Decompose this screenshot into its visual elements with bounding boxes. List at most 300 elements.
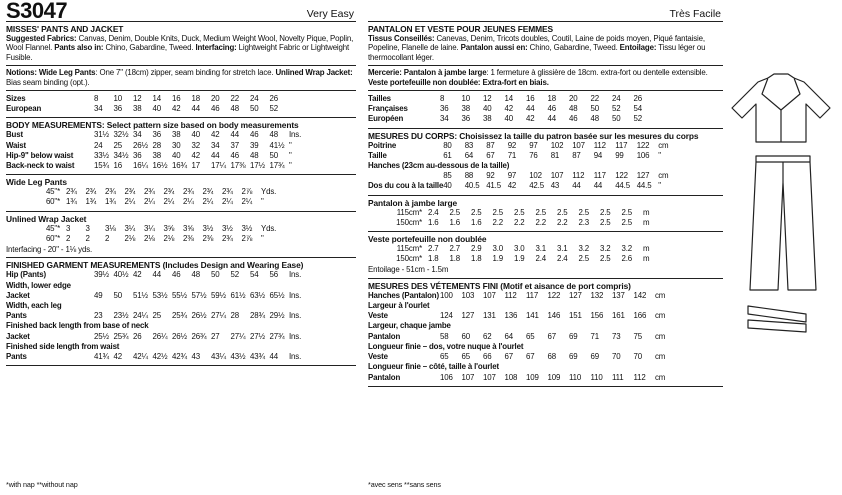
jacket-sketch-icon bbox=[728, 70, 834, 150]
table-cell: 52 bbox=[612, 104, 621, 114]
table-cell: 1.8 bbox=[471, 254, 482, 264]
table-cell: 63½ bbox=[250, 290, 265, 300]
table-cell: 2⅛ bbox=[163, 233, 175, 243]
table-cell: 2.5 bbox=[471, 207, 482, 217]
table-cell: 23½ bbox=[113, 311, 129, 321]
table-cell: 60 bbox=[461, 331, 470, 341]
table-cell: 2.3 bbox=[578, 217, 590, 227]
table-cell: 2.5 bbox=[621, 217, 633, 227]
table-cell: 2.2 bbox=[557, 217, 568, 227]
row-label: 45"* bbox=[45, 223, 60, 233]
table-row bbox=[368, 171, 668, 181]
table-cell: 2¼ bbox=[144, 197, 155, 207]
table-cell: 26¾ bbox=[191, 331, 207, 341]
table-cell: 73 bbox=[612, 331, 621, 341]
unit-cell: Ins. bbox=[289, 290, 302, 300]
unlined-jacket-table bbox=[6, 224, 276, 244]
table-cell: 2¼ bbox=[202, 197, 214, 207]
table-cell: 68 bbox=[547, 352, 556, 362]
table-cell: 46 bbox=[172, 270, 181, 280]
unit-cell: Ins. bbox=[289, 331, 302, 341]
row-label: 115cm* bbox=[396, 207, 422, 217]
unit-cell: " bbox=[289, 140, 292, 150]
table-cell: 31½ bbox=[94, 130, 109, 140]
row-label: 45"* bbox=[45, 187, 60, 197]
table-cell: 106 bbox=[636, 150, 650, 160]
table-cell: 112 bbox=[504, 290, 517, 300]
table-cell: 3 bbox=[66, 223, 71, 233]
row-label: Pantalon bbox=[368, 372, 401, 382]
table-cell: 42 bbox=[133, 270, 142, 280]
table-cell: 38 bbox=[172, 130, 181, 140]
table-cell: 2.7 bbox=[428, 244, 439, 254]
table-cell: 36 bbox=[152, 130, 161, 140]
row-label bbox=[368, 171, 443, 181]
finished-title: FINISHED GARMENT MEASUREMENTS (Includes Design and Wearing Ease) bbox=[6, 260, 304, 271]
table-cell: 87 bbox=[486, 140, 495, 150]
table-cell: 26 bbox=[133, 331, 142, 341]
table-row bbox=[6, 187, 276, 197]
table-cell: 65 bbox=[461, 352, 470, 362]
table-cell: 28¾ bbox=[250, 311, 265, 321]
table-cell: 146 bbox=[547, 311, 561, 321]
unit-cell: cm bbox=[658, 140, 669, 150]
table-cell: 8 bbox=[94, 94, 99, 104]
table-row bbox=[6, 197, 276, 207]
table-cell: 127 bbox=[636, 171, 650, 181]
table-cell: 1.9 bbox=[514, 254, 525, 264]
table-cell: 3.2 bbox=[600, 244, 611, 254]
table-cell: 66 bbox=[483, 352, 492, 362]
row-label: 60"* bbox=[45, 197, 60, 207]
table-row bbox=[6, 352, 301, 362]
table-cell: 50 bbox=[113, 290, 122, 300]
table-cell: 44 bbox=[230, 130, 239, 140]
wide-leg-table-fr bbox=[368, 208, 649, 228]
table-cell: 46 bbox=[230, 150, 239, 160]
table-cell: 10 bbox=[113, 94, 122, 104]
table-cell: 81 bbox=[550, 150, 560, 160]
table-cell: 64 bbox=[504, 331, 513, 341]
table-cell: 58 bbox=[440, 331, 449, 341]
row-label: Jacket bbox=[6, 331, 30, 341]
table-cell: 17⅜ bbox=[230, 161, 246, 171]
table-cell: 44.5 bbox=[615, 181, 630, 191]
table-cell: 59½ bbox=[211, 290, 226, 300]
table-cell: 3.2 bbox=[578, 244, 590, 254]
table-cell: 29½ bbox=[269, 311, 285, 321]
table-row bbox=[368, 332, 665, 342]
row-label: Sizes bbox=[6, 94, 26, 104]
table-cell: 3⅝ bbox=[183, 223, 194, 233]
table-row bbox=[368, 352, 665, 362]
table-cell: 2⅜ bbox=[202, 233, 214, 243]
table-cell: 27¼ bbox=[230, 331, 246, 341]
table-cell: 156 bbox=[590, 311, 604, 321]
body-measurements-title: BODY MEASUREMENTS: Select pattern size based on body measurements bbox=[6, 120, 299, 131]
table-cell: 24 bbox=[612, 94, 621, 104]
table-cell: 122 bbox=[615, 171, 628, 181]
row-label: Taille bbox=[368, 150, 387, 160]
unlined-jacket-table-fr bbox=[368, 244, 649, 264]
table-row bbox=[6, 301, 301, 311]
table-cell: 2⅞ bbox=[241, 187, 253, 197]
table-cell: 1¾ bbox=[85, 197, 97, 207]
unit-cell: " bbox=[658, 150, 661, 160]
wide-leg-title-fr: Pantalon à jambe large bbox=[368, 197, 458, 208]
table-row bbox=[368, 254, 649, 264]
table-cell: 111 bbox=[612, 372, 624, 382]
table-row bbox=[368, 94, 655, 104]
table-row bbox=[6, 281, 301, 291]
table-cell: 2.4 bbox=[557, 254, 568, 264]
table-row bbox=[6, 130, 301, 140]
table-cell: 112 bbox=[633, 372, 646, 382]
table-cell: 48 bbox=[269, 130, 278, 140]
table-cell: 3.0 bbox=[492, 244, 504, 254]
table-cell: 2¼ bbox=[222, 197, 233, 207]
table-cell: 107 bbox=[483, 290, 496, 300]
table-cell: 2⅛ bbox=[124, 233, 136, 243]
notions-paragraph: Notions: Wide Leg Pants: One 7" (18cm) zipper, seam binding for stretch lace. Unlined Wrap Jacket: Bias seam binding (opt.). bbox=[6, 68, 353, 87]
table-cell: 34½ bbox=[113, 150, 129, 160]
table-cell: 50 bbox=[211, 270, 220, 280]
table-row bbox=[368, 311, 665, 321]
table-cell: 42½ bbox=[152, 352, 168, 362]
row-label: Hip-9" below waist bbox=[6, 150, 74, 160]
table-cell: 69 bbox=[590, 352, 599, 362]
table-cell: 52 bbox=[269, 104, 278, 114]
table-cell: 2.5 bbox=[514, 207, 525, 217]
table-cell: 26¼ bbox=[152, 331, 168, 341]
table-cell: 122 bbox=[636, 140, 650, 150]
table-cell: 1.9 bbox=[492, 254, 504, 264]
table-cell: 27¼ bbox=[211, 311, 226, 321]
table-cell: 54 bbox=[250, 270, 259, 280]
table-cell: 100 bbox=[440, 290, 453, 300]
table-cell: 40 bbox=[172, 150, 181, 160]
table-cell: 2 bbox=[85, 233, 90, 243]
table-cell: 2⅞ bbox=[241, 233, 253, 243]
table-cell: 3.0 bbox=[514, 244, 525, 254]
table-cell: 43¼ bbox=[211, 352, 226, 362]
table-cell: 65 bbox=[440, 352, 449, 362]
table-row bbox=[6, 321, 301, 331]
table-cell: 110 bbox=[590, 372, 603, 382]
table-cell: 26 bbox=[633, 94, 642, 104]
interfacing-line-fr: Entoilage - 51cm - 1.5m bbox=[368, 265, 449, 275]
row-label: Pants bbox=[6, 352, 27, 362]
body-measurements-table-fr bbox=[368, 141, 668, 192]
table-cell: 40 bbox=[152, 104, 161, 114]
table-cell: 34 bbox=[94, 104, 103, 114]
table-cell: 161 bbox=[612, 311, 625, 321]
table-cell: 37 bbox=[230, 140, 239, 150]
table-cell: 42¼ bbox=[133, 352, 148, 362]
table-cell: 52 bbox=[633, 114, 642, 124]
pants-sketch-icon bbox=[748, 152, 818, 294]
wide-leg-table bbox=[6, 187, 276, 207]
table-cell: 16¼ bbox=[133, 161, 148, 171]
unit-cell: cm bbox=[655, 311, 666, 321]
table-cell: 127 bbox=[569, 290, 582, 300]
table-cell: 65 bbox=[526, 331, 535, 341]
table-cell: 2¼ bbox=[163, 197, 175, 207]
table-cell: 2.4 bbox=[428, 207, 439, 217]
table-cell: 107 bbox=[461, 372, 475, 382]
table-cell: 42 bbox=[526, 114, 535, 124]
table-cell: 44 bbox=[547, 114, 556, 124]
row-label: Tailles bbox=[368, 94, 391, 104]
table-cell: 48 bbox=[230, 104, 239, 114]
table-cell: 2.2 bbox=[535, 217, 547, 227]
table-cell: 2¼ bbox=[124, 197, 136, 207]
row-label: Pants bbox=[6, 311, 27, 321]
table-row bbox=[368, 218, 649, 228]
table-cell: 51½ bbox=[133, 290, 148, 300]
table-row bbox=[368, 151, 668, 161]
table-row bbox=[6, 151, 301, 161]
table-cell: 16 bbox=[172, 94, 181, 104]
table-cell: 2¼ bbox=[183, 197, 194, 207]
unit-cell: " bbox=[289, 161, 292, 171]
table-cell: 38 bbox=[133, 104, 142, 114]
table-cell: 107 bbox=[550, 171, 564, 181]
unit-cell: cm bbox=[655, 372, 666, 382]
table-cell: 2⅛ bbox=[144, 233, 155, 243]
row-label: Veste bbox=[368, 352, 388, 362]
table-cell: 27 bbox=[211, 331, 220, 341]
row-label: Jacket bbox=[6, 290, 30, 300]
table-cell: 48 bbox=[590, 114, 599, 124]
table-cell: 2¾ bbox=[163, 187, 175, 197]
table-cell: 36 bbox=[113, 104, 122, 114]
table-cell: 41.5 bbox=[486, 181, 501, 191]
unit-cell: cm bbox=[655, 352, 666, 362]
table-cell: 42 bbox=[113, 352, 122, 362]
table-cell: 2 bbox=[66, 233, 71, 243]
table-cell: 46 bbox=[250, 130, 259, 140]
table-cell: 40 bbox=[483, 104, 492, 114]
table-cell: 75 bbox=[633, 331, 642, 341]
table-cell: 102 bbox=[550, 140, 564, 150]
table-cell: 34 bbox=[440, 114, 449, 124]
finished-table-fr bbox=[368, 291, 665, 383]
unit-cell: Ins. bbox=[289, 130, 302, 140]
table-cell: 2.2 bbox=[492, 217, 504, 227]
table-cell: 17½ bbox=[250, 161, 265, 171]
table-cell: 107 bbox=[572, 140, 585, 150]
sizes-table bbox=[6, 94, 289, 114]
table-cell: 61½ bbox=[230, 290, 246, 300]
table-cell: 94 bbox=[593, 150, 603, 160]
table-cell: 3 bbox=[85, 223, 90, 233]
table-cell: 48 bbox=[569, 104, 578, 114]
table-cell: 2.5 bbox=[600, 207, 611, 217]
table-cell: 44 bbox=[191, 104, 200, 114]
table-cell: 34 bbox=[211, 140, 220, 150]
table-cell: 67 bbox=[486, 150, 495, 160]
table-cell: 71 bbox=[590, 331, 599, 341]
table-cell: 3⅝ bbox=[163, 223, 175, 233]
table-cell: 2⅜ bbox=[183, 233, 194, 243]
unit-cell: " bbox=[261, 197, 264, 207]
table-cell: 48 bbox=[191, 270, 200, 280]
table-cell: 22 bbox=[230, 94, 239, 104]
belt-sketch-icon bbox=[744, 302, 810, 336]
french-footnote: *avec sens **sans sens bbox=[368, 480, 441, 489]
row-label: European bbox=[6, 104, 42, 114]
wide-leg-title: Wide Leg Pants bbox=[6, 177, 67, 188]
row-label: Hanches (23cm au-dessous de la taille) bbox=[368, 161, 510, 171]
table-cell: 3⅛ bbox=[105, 223, 116, 233]
table-cell: 50 bbox=[269, 150, 278, 160]
table-cell: 70 bbox=[612, 352, 621, 362]
table-cell: 44 bbox=[593, 181, 603, 191]
table-cell: 46 bbox=[569, 114, 578, 124]
table-cell: 83 bbox=[464, 140, 474, 150]
row-label: Waist bbox=[6, 140, 27, 150]
row-label: Finished back length from base of neck bbox=[6, 321, 149, 331]
table-cell: 24¼ bbox=[133, 311, 148, 321]
unit-cell: Ins. bbox=[289, 311, 302, 321]
table-row bbox=[6, 224, 276, 234]
table-row bbox=[6, 234, 276, 244]
table-cell: 117 bbox=[526, 290, 539, 300]
table-cell: 108 bbox=[504, 372, 518, 382]
table-cell: 42.5 bbox=[529, 181, 544, 191]
table-cell: 117 bbox=[593, 171, 606, 181]
table-cell: 3.2 bbox=[621, 244, 633, 254]
row-label: Pantalon bbox=[368, 331, 401, 341]
fabrics-paragraph-fr: Tissus Conseillés: Canevas, Denim, Tricots doubles, Coutil, Laine de poids moyen, Piqué fantaisie, Popeline, Flanelle de laine. Pantalon aussi en: Chino, Gabardine, Tweed. Entoilage: Tissu léger ou thermocollant léger. bbox=[368, 34, 706, 62]
table-cell: 24 bbox=[250, 94, 259, 104]
table-row bbox=[368, 321, 665, 331]
table-cell: 25¾ bbox=[113, 331, 129, 341]
table-cell: 109 bbox=[547, 372, 561, 382]
table-cell: 2.5 bbox=[535, 207, 547, 217]
table-cell: 69 bbox=[569, 331, 578, 341]
table-cell: 20 bbox=[211, 94, 220, 104]
table-row bbox=[368, 244, 649, 254]
row-label: 150cm* bbox=[396, 217, 422, 227]
table-cell: 42 bbox=[507, 181, 517, 191]
section-title: MISSES' PANTS AND JACKET bbox=[6, 24, 124, 34]
table-cell: 1.6 bbox=[428, 217, 439, 227]
table-cell: 12 bbox=[133, 94, 142, 104]
table-cell: 65½ bbox=[269, 290, 285, 300]
table-cell: 40½ bbox=[113, 270, 129, 280]
table-row bbox=[368, 141, 668, 151]
table-cell: 2¾ bbox=[144, 187, 155, 197]
table-cell: 28 bbox=[152, 140, 161, 150]
table-cell: 2¾ bbox=[124, 187, 136, 197]
row-label: Veste bbox=[368, 311, 388, 321]
table-cell: 40 bbox=[191, 130, 200, 140]
table-row bbox=[368, 161, 668, 171]
table-cell: 42 bbox=[211, 130, 220, 140]
table-row bbox=[368, 208, 649, 218]
row-label: Hip (Pants) bbox=[6, 270, 46, 280]
table-cell: 102 bbox=[529, 171, 542, 181]
notions-paragraph-fr: Mercerie: Pantalon à jambe large: 1 fermeture à glissière de 18cm. extra-fort ou dentelle extensible. Veste portefeuille non doublée: Extra-fort en biais. bbox=[368, 68, 708, 87]
unit-cell: m bbox=[643, 207, 650, 217]
table-cell: 44 bbox=[572, 181, 581, 191]
table-cell: 132 bbox=[590, 290, 604, 300]
table-cell: 2.5 bbox=[600, 254, 611, 264]
table-cell: 92 bbox=[486, 171, 495, 181]
table-cell: 127 bbox=[461, 311, 475, 321]
difficulty-level: Very Easy bbox=[306, 8, 354, 20]
row-label: Largeur à l'ourlet bbox=[368, 301, 430, 311]
table-cell: 2.6 bbox=[621, 254, 633, 264]
table-row bbox=[368, 342, 665, 352]
table-cell: 44 bbox=[152, 270, 161, 280]
table-cell: 38 bbox=[461, 104, 470, 114]
table-cell: 2¾ bbox=[66, 187, 77, 197]
table-cell: 1.8 bbox=[449, 254, 461, 264]
table-cell: 33½ bbox=[94, 150, 109, 160]
table-cell: 39½ bbox=[94, 270, 109, 280]
row-label: Width, each leg bbox=[6, 301, 62, 311]
table-cell: 3½ bbox=[241, 223, 253, 233]
row-label: Françaises bbox=[368, 104, 408, 114]
table-cell: 26 bbox=[269, 94, 278, 104]
row-label: Longueur finie – dos, votre nuque à l'ourlet bbox=[368, 341, 524, 351]
unit-cell: " bbox=[658, 181, 661, 191]
table-cell: 2.5 bbox=[578, 254, 590, 264]
table-row bbox=[368, 114, 655, 124]
table-cell: 42 bbox=[504, 104, 513, 114]
table-row bbox=[6, 332, 301, 342]
table-cell: 64 bbox=[464, 150, 474, 160]
english-header bbox=[6, 0, 356, 22]
table-cell: 112 bbox=[572, 171, 585, 181]
row-label: Longueur finie – côté, taille à l'ourlet bbox=[368, 362, 499, 372]
table-cell: 38 bbox=[152, 150, 161, 160]
table-row bbox=[368, 104, 655, 114]
table-cell: 57½ bbox=[191, 290, 207, 300]
table-cell: 53½ bbox=[152, 290, 168, 300]
table-cell: 1.6 bbox=[471, 217, 482, 227]
unit-cell: " bbox=[289, 150, 292, 160]
table-cell: 43 bbox=[550, 181, 560, 191]
table-cell: 2¼ bbox=[241, 197, 253, 207]
table-cell: 25 bbox=[152, 311, 161, 321]
table-cell: 49 bbox=[94, 290, 103, 300]
row-label: Bust bbox=[6, 130, 23, 140]
table-cell: 3.1 bbox=[557, 244, 568, 254]
row-label: Dos du cou à la taille bbox=[368, 181, 444, 191]
table-row bbox=[368, 362, 665, 372]
table-cell: 2.2 bbox=[514, 217, 525, 227]
table-cell: 142 bbox=[633, 290, 647, 300]
table-cell: 122 bbox=[547, 290, 561, 300]
table-cell: 141 bbox=[526, 311, 539, 321]
table-cell: 92 bbox=[507, 140, 517, 150]
table-cell: 1¾ bbox=[105, 197, 116, 207]
row-label: Poitrine bbox=[368, 140, 397, 150]
table-cell: 36 bbox=[461, 114, 470, 124]
table-cell: 2¾ bbox=[85, 187, 97, 197]
unit-cell: Ins. bbox=[289, 270, 302, 280]
table-cell: 67 bbox=[547, 331, 556, 341]
table-cell: 48 bbox=[250, 150, 259, 160]
table-cell: 26½ bbox=[191, 311, 207, 321]
table-cell: 43½ bbox=[230, 352, 246, 362]
table-cell: 50 bbox=[250, 104, 259, 114]
table-cell: 15¾ bbox=[94, 161, 109, 171]
